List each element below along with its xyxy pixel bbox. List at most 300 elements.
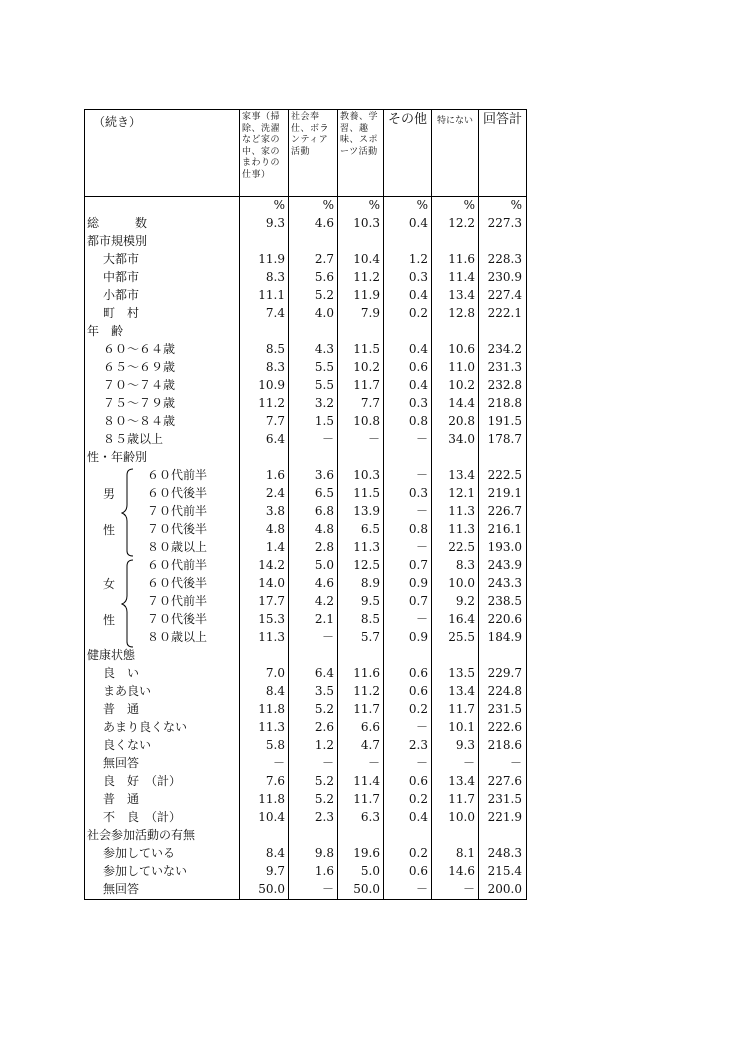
row-label: 良 い xyxy=(103,666,140,680)
table-cell: 6.5 xyxy=(314,486,334,500)
row-label: 普 通 xyxy=(103,792,140,806)
table-cell xyxy=(239,232,288,250)
table-cell: 0.9 xyxy=(408,630,428,644)
table-cell: 8.3 xyxy=(265,270,285,284)
table-cell: － xyxy=(415,720,428,734)
table-row xyxy=(85,646,525,664)
table-cell: 4.3 xyxy=(314,342,334,356)
table-cell: 2.3 xyxy=(408,738,428,752)
table-cell: 16.4 xyxy=(448,612,475,626)
table-row xyxy=(85,484,525,502)
table-cell: 8.5 xyxy=(265,342,285,356)
table-cell: 0.8 xyxy=(408,414,428,428)
table-row xyxy=(85,214,525,232)
table-cell: 193.0 xyxy=(487,540,522,554)
table-cell: 25.5 xyxy=(448,630,475,644)
table-row xyxy=(85,322,525,340)
table-cell: 184.9 xyxy=(487,630,522,644)
row-label: 都市規模別 xyxy=(87,234,148,248)
table-cell: 10.9 xyxy=(258,378,285,392)
table-row xyxy=(85,340,525,358)
table-cell xyxy=(239,826,288,844)
table-cell: 10.1 xyxy=(448,720,475,734)
row-label: ６０代後半 xyxy=(147,576,208,590)
row-label: ７０代前半 xyxy=(147,594,208,608)
table-cell: 2.3 xyxy=(314,810,334,824)
row-label: 参加している xyxy=(103,846,176,860)
table-cell: － xyxy=(509,756,522,770)
table-cell: 9.3 xyxy=(455,738,475,752)
row-label: 社会参加活動の有無 xyxy=(87,828,196,842)
table-cell: 227.3 xyxy=(487,216,522,230)
table-row xyxy=(85,466,525,484)
table-cell xyxy=(288,322,337,340)
table-cell: － xyxy=(367,756,380,770)
table-cell: 6.6 xyxy=(360,720,380,734)
table-cell: 11.2 xyxy=(258,396,285,410)
table-cell: 34.0 xyxy=(448,432,475,446)
table-cell: 14.2 xyxy=(258,558,285,572)
table-cell xyxy=(431,322,478,340)
table-cell: % xyxy=(416,198,428,212)
table-cell: 11.7 xyxy=(353,378,380,392)
table-cell: － xyxy=(415,468,428,482)
table-cell: 11.8 xyxy=(258,702,285,716)
table-cell: 0.4 xyxy=(408,216,428,230)
table-cell: 11.7 xyxy=(448,702,475,716)
table-cell: 10.3 xyxy=(353,216,380,230)
table-row xyxy=(85,448,525,466)
table-cell: 243.3 xyxy=(487,576,522,590)
table-cell: 0.2 xyxy=(408,702,428,716)
table-cell: 7.6 xyxy=(265,774,285,788)
table-cell: 10.2 xyxy=(353,360,380,374)
table-cell: 11.3 xyxy=(258,630,285,644)
table-cell: 218.8 xyxy=(487,396,522,410)
table-cell: 11.2 xyxy=(353,684,380,698)
table-cell: 231.5 xyxy=(487,792,522,806)
table-cell: 9.5 xyxy=(360,594,380,608)
row-label: まあ良い xyxy=(103,684,152,698)
table-cell: 14.4 xyxy=(448,396,475,410)
row-label: 良 好 （計） xyxy=(103,774,182,788)
table-cell: 7.4 xyxy=(265,306,285,320)
table-cell: 12.2 xyxy=(448,216,475,230)
table-cell: 4.7 xyxy=(360,738,380,752)
table-cell: 12.8 xyxy=(448,306,475,320)
table-row xyxy=(85,826,525,844)
table-cell: 0.4 xyxy=(408,810,428,824)
table-cell: 9.8 xyxy=(314,846,334,860)
table-row xyxy=(85,196,525,214)
table-cell: 50.0 xyxy=(353,882,380,896)
table-row xyxy=(85,304,525,322)
table-row xyxy=(85,844,525,862)
table-row xyxy=(85,682,525,700)
table-cell: 3.6 xyxy=(314,468,334,482)
table-cell: 19.6 xyxy=(353,846,380,860)
table-row xyxy=(85,718,525,736)
table-cell: 0.2 xyxy=(408,792,428,806)
table-row xyxy=(85,592,525,610)
table-row xyxy=(85,772,525,790)
table-row xyxy=(85,754,525,772)
table-cell: 0.6 xyxy=(408,666,428,680)
table-cell: 11.8 xyxy=(258,792,285,806)
table-cell: 238.5 xyxy=(487,594,522,608)
table-cell: 0.6 xyxy=(408,360,428,374)
table-cell: 5.5 xyxy=(314,378,334,392)
table-cell: 230.9 xyxy=(487,270,522,284)
table-cell: 1.4 xyxy=(265,540,285,554)
table-cell: 11.3 xyxy=(353,540,380,554)
table-cell: 10.0 xyxy=(448,576,475,590)
table-cell: 0.9 xyxy=(408,576,428,590)
table-cell: % xyxy=(322,198,334,212)
table-cell: 11.5 xyxy=(353,486,380,500)
row-label: ７０代前半 xyxy=(147,504,208,518)
table-cell: 6.5 xyxy=(360,522,380,536)
table-cell: 9.2 xyxy=(455,594,475,608)
table-cell: 10.4 xyxy=(258,810,285,824)
table-cell: 11.3 xyxy=(448,504,475,518)
row-label: ８０歳以上 xyxy=(147,540,208,554)
row-label: 不 良 （計） xyxy=(103,810,182,824)
table-cell: 226.7 xyxy=(487,504,522,518)
table-cell xyxy=(337,826,383,844)
table-cell: 5.5 xyxy=(314,360,334,374)
table-cell: 2.8 xyxy=(314,540,334,554)
table-cell: 0.4 xyxy=(408,342,428,356)
table-cell xyxy=(337,232,383,250)
table-cell: 231.3 xyxy=(487,360,522,374)
table-cell: 6.4 xyxy=(314,666,334,680)
table-row xyxy=(85,808,525,826)
table-cell: % xyxy=(463,198,475,212)
row-label: 無回答 xyxy=(103,882,140,896)
table-cell: 7.9 xyxy=(360,306,380,320)
table-row xyxy=(85,358,525,376)
table-cell: 4.2 xyxy=(314,594,334,608)
brace-icon xyxy=(121,467,137,649)
table-cell: 3.8 xyxy=(265,504,285,518)
table-cell: 1.6 xyxy=(265,468,285,482)
table-cell: 8.3 xyxy=(455,558,475,572)
row-label: 無回答 xyxy=(103,756,140,770)
table-row xyxy=(85,232,525,250)
col-header-none: 特にない xyxy=(436,116,473,126)
table-cell: 231.5 xyxy=(487,702,522,716)
table-cell: 11.7 xyxy=(448,792,475,806)
table-cell xyxy=(478,826,525,844)
table-cell xyxy=(337,322,383,340)
table-cell: 11.3 xyxy=(448,522,475,536)
table-cell: 0.3 xyxy=(408,396,428,410)
table-cell: 11.4 xyxy=(353,774,380,788)
table-cell: 11.9 xyxy=(258,252,285,266)
table-cell: 0.4 xyxy=(408,378,428,392)
table-cell xyxy=(288,826,337,844)
table-cell: 14.6 xyxy=(448,864,475,878)
table-cell: 0.7 xyxy=(408,594,428,608)
table-cell: 4.0 xyxy=(314,306,334,320)
table-cell: 0.4 xyxy=(408,288,428,302)
table-cell: 243.9 xyxy=(487,558,522,572)
table-row xyxy=(85,502,525,520)
group-female-bottom: 性 xyxy=(103,613,116,627)
table-row xyxy=(85,736,525,754)
table-cell: 2.6 xyxy=(314,720,334,734)
table-cell: % xyxy=(510,198,522,212)
table-row xyxy=(85,610,525,628)
row-label: ６５～６９歳 xyxy=(103,360,176,374)
table-cell: 4.6 xyxy=(314,216,334,230)
table-cell: － xyxy=(462,756,475,770)
table-cell: 8.5 xyxy=(360,612,380,626)
table-row xyxy=(85,430,525,448)
table-cell: 248.3 xyxy=(487,846,522,860)
table-cell xyxy=(431,448,478,466)
table-cell xyxy=(383,232,431,250)
table-cell: 17.7 xyxy=(258,594,285,608)
table-cell: 13.5 xyxy=(448,666,475,680)
row-label: ７０代後半 xyxy=(147,522,208,536)
row-label: 年 齢 xyxy=(87,324,124,338)
table-cell: 11.5 xyxy=(353,342,380,356)
table-cell: 229.7 xyxy=(487,666,522,680)
data-table xyxy=(84,109,527,900)
table-cell: 22.5 xyxy=(448,540,475,554)
table-row xyxy=(85,268,525,286)
table-cell: 215.4 xyxy=(487,864,522,878)
table-cell: 11.0 xyxy=(448,360,475,374)
table-cell xyxy=(478,232,525,250)
table-cell: － xyxy=(321,756,334,770)
row-label: ７５～７９歳 xyxy=(103,396,176,410)
table-cell: 8.1 xyxy=(455,846,475,860)
table-cell: 5.2 xyxy=(314,288,334,302)
table-cell: 11.3 xyxy=(258,720,285,734)
group-female-top: 女 xyxy=(103,577,116,591)
table-row xyxy=(85,412,525,430)
table-cell: － xyxy=(415,432,428,446)
row-label: ８０歳以上 xyxy=(147,630,208,644)
table-cell: 8.4 xyxy=(265,846,285,860)
row-label: 性・年齢別 xyxy=(87,450,148,464)
table-cell: 10.2 xyxy=(448,378,475,392)
table-cell: － xyxy=(321,882,334,896)
table-cell: 5.6 xyxy=(314,270,334,284)
table-cell: 9.7 xyxy=(265,864,285,878)
table-cell: 8.3 xyxy=(265,360,285,374)
table-cell: 13.4 xyxy=(448,684,475,698)
table-cell: 2.7 xyxy=(314,252,334,266)
table-row xyxy=(85,286,525,304)
row-label: 大都市 xyxy=(103,252,140,266)
table-cell: 1.5 xyxy=(314,414,334,428)
row-label: ８０～８４歳 xyxy=(103,414,176,428)
table-cell: 228.3 xyxy=(487,252,522,266)
table-cell: 14.0 xyxy=(258,576,285,590)
table-cell: 12.1 xyxy=(448,486,475,500)
table-row xyxy=(85,556,525,574)
table-cell: － xyxy=(415,612,428,626)
table-cell: 1.6 xyxy=(314,864,334,878)
table-cell: － xyxy=(415,540,428,554)
table-row xyxy=(85,700,525,718)
table-row xyxy=(85,394,525,412)
table-cell: 0.3 xyxy=(408,270,428,284)
table-cell: 218.6 xyxy=(487,738,522,752)
table-cell: 5.2 xyxy=(314,702,334,716)
table-cell: 4.8 xyxy=(314,522,334,536)
table-cell: 216.1 xyxy=(487,522,522,536)
table-cell: 7.7 xyxy=(360,396,380,410)
row-label: 良くない xyxy=(103,738,152,752)
table-cell xyxy=(288,232,337,250)
table-row xyxy=(85,628,525,646)
table-cell: 178.7 xyxy=(487,432,522,446)
table-cell: 11.2 xyxy=(353,270,380,284)
table-cell: 191.5 xyxy=(487,414,522,428)
table-cell xyxy=(431,826,478,844)
table-cell: 10.0 xyxy=(448,810,475,824)
table-cell: 1.2 xyxy=(408,252,428,266)
table-cell: 227.4 xyxy=(487,288,522,302)
table-cell: 0.2 xyxy=(408,306,428,320)
table-cell: 224.8 xyxy=(487,684,522,698)
row-label: ６０代前半 xyxy=(147,468,208,482)
table-cell xyxy=(239,322,288,340)
table-cell: 227.6 xyxy=(487,774,522,788)
table-cell: 232.8 xyxy=(487,378,522,392)
table-cell: 7.7 xyxy=(265,414,285,428)
table-cell: 1.2 xyxy=(314,738,334,752)
col-header-total: 回答計 xyxy=(482,112,522,127)
group-male-bottom: 性 xyxy=(103,523,116,537)
row-label: 町 村 xyxy=(103,306,140,320)
table-cell: 3.5 xyxy=(314,684,334,698)
table-cell: － xyxy=(367,432,380,446)
table-cell: 5.7 xyxy=(360,630,380,644)
table-cell xyxy=(239,646,288,664)
table-cell: 3.2 xyxy=(314,396,334,410)
table-row xyxy=(85,376,525,394)
table-cell: % xyxy=(368,198,380,212)
table-cell xyxy=(288,448,337,466)
table-cell xyxy=(383,448,431,466)
table-row xyxy=(85,790,525,808)
table-cell: 11.7 xyxy=(353,702,380,716)
table-cell: 10.3 xyxy=(353,468,380,482)
table-cell: 6.3 xyxy=(360,810,380,824)
table-cell: 50.0 xyxy=(258,882,285,896)
col-header-hobby: 教養、学習、趣味、スポーツ活動 xyxy=(340,112,379,157)
table-cell xyxy=(431,646,478,664)
table-cell: 222.1 xyxy=(487,306,522,320)
table-cell: 5.2 xyxy=(314,792,334,806)
table-cell: 10.4 xyxy=(353,252,380,266)
table-cell xyxy=(337,646,383,664)
table-cell: 11.7 xyxy=(353,792,380,806)
table-cell: 12.5 xyxy=(353,558,380,572)
row-label: 中都市 xyxy=(103,270,140,284)
table-cell: 10.6 xyxy=(448,342,475,356)
table-cell: 11.1 xyxy=(258,288,285,302)
table-cell: 10.8 xyxy=(353,414,380,428)
table-cell: 11.6 xyxy=(448,252,475,266)
table-cell: 0.3 xyxy=(408,486,428,500)
row-label: 健康状態 xyxy=(87,648,136,662)
table-cell: 8.4 xyxy=(265,684,285,698)
table-cell xyxy=(383,322,431,340)
table-corner-label: （続き） xyxy=(93,115,142,129)
table-row xyxy=(85,574,525,592)
table-cell: 0.2 xyxy=(408,846,428,860)
row-label: 小都市 xyxy=(103,288,140,302)
table-cell: 6.4 xyxy=(265,432,285,446)
table-row xyxy=(85,250,525,268)
table-cell: 2.4 xyxy=(265,486,285,500)
row-label: 普 通 xyxy=(103,702,140,716)
table-cell: 0.6 xyxy=(408,864,428,878)
table-cell: 5.0 xyxy=(314,558,334,572)
table-cell: 200.0 xyxy=(487,882,522,896)
table-cell: 20.8 xyxy=(448,414,475,428)
table-cell: 221.9 xyxy=(487,810,522,824)
table-row xyxy=(85,538,525,556)
table-cell: － xyxy=(321,432,334,446)
row-label: 参加していない xyxy=(103,864,188,878)
table-cell: 6.8 xyxy=(314,504,334,518)
table-cell xyxy=(288,646,337,664)
table-row xyxy=(85,664,525,682)
group-male-top: 男 xyxy=(103,487,116,501)
table-cell: － xyxy=(462,882,475,896)
table-cell: － xyxy=(415,882,428,896)
table-cell: 0.6 xyxy=(408,774,428,788)
row-label: ８５歳以上 xyxy=(103,432,164,446)
table-cell: 4.8 xyxy=(265,522,285,536)
table-row xyxy=(85,880,525,898)
table-row xyxy=(85,862,525,880)
table-cell: － xyxy=(415,756,428,770)
table-cell: 9.3 xyxy=(265,216,285,230)
table-cell: 0.7 xyxy=(408,558,428,572)
table-cell xyxy=(239,448,288,466)
table-cell: 0.8 xyxy=(408,522,428,536)
table-cell xyxy=(383,646,431,664)
table-cell: 2.1 xyxy=(314,612,334,626)
row-label: 総 数 xyxy=(87,216,148,230)
table-cell xyxy=(431,232,478,250)
table-cell: 13.4 xyxy=(448,774,475,788)
table-cell: 4.6 xyxy=(314,576,334,590)
table-cell xyxy=(478,322,525,340)
table-cell xyxy=(478,646,525,664)
table-cell xyxy=(337,448,383,466)
table-row xyxy=(85,520,525,538)
table-cell: 5.8 xyxy=(265,738,285,752)
row-label: ６０代前半 xyxy=(147,558,208,572)
table-cell: 13.4 xyxy=(448,468,475,482)
table-cell: 5.2 xyxy=(314,774,334,788)
table-cell: 8.9 xyxy=(360,576,380,590)
table-cell: 219.1 xyxy=(487,486,522,500)
table-cell: 5.0 xyxy=(360,864,380,878)
table-cell: 13.4 xyxy=(448,288,475,302)
table-cell: － xyxy=(272,756,285,770)
